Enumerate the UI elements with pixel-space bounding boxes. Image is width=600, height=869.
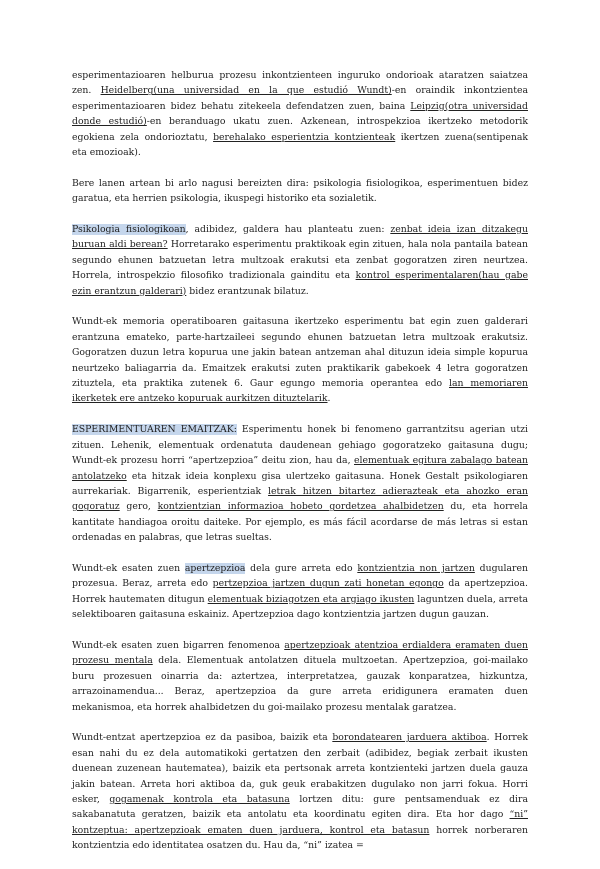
text-segment: Bere lanen artean bi arlo nagusi bereizten dira: psikologia fisiologikoa, esperimentuen bidez garatua, eta herrien psikologia, ikuspegi historiko eta sozialetik. xyxy=(72,177,528,205)
highlighted-text: ESPERIMENTUAREN EMAITZAK: xyxy=(72,424,237,436)
underlined-text: letrak hitzen bitartez adierazteak eta ahozko eran gogoratuz xyxy=(72,485,528,513)
paragraph-working-memory-experiment xyxy=(72,314,528,406)
paragraph-heidelberg-leipzig xyxy=(72,68,528,160)
underlined-text: kontzientzia non jartzen xyxy=(357,562,475,574)
underlined-text: gogamenak kontrola eta batasuna xyxy=(109,793,290,805)
text-segment: Wundt-ek esaten zuen xyxy=(72,562,185,574)
paragraph-two-areas xyxy=(72,176,528,207)
paragraph-apperception-definition xyxy=(72,561,528,623)
text-segment: -en oraindik inkontzientea esperimentazioaren bidez behatu zitekeela defendatzen zuen, baina xyxy=(72,85,528,112)
underlined-text: lan memoriaren ikerketek ere antzeko kopuruak aurkitzen dituztelarik xyxy=(72,378,528,405)
underlined-text: kontrol esperimentalaren(hau gabe ezin erantzun galderari) xyxy=(72,270,528,297)
document-page xyxy=(72,68,528,869)
paragraph-physiological-psychology xyxy=(72,222,528,299)
text-segment: Wundt-ek esaten zuen bigarren fenomenoa xyxy=(72,639,285,651)
text-segment: dela gure arreta edo xyxy=(245,562,358,574)
underlined-text: Heidelberg(una universidad en la que estudió Wundt) xyxy=(100,85,392,97)
underlined-text: elementuak egitura zabalago batean antolatzeko xyxy=(72,455,528,482)
text-segment: horrek norberaren kontzientzia edo identitatea osatzen du. Hau da, “ni” izatea = xyxy=(72,824,529,852)
paragraph-second-phenomenon xyxy=(72,638,528,715)
underlined-text: kontzientzian informazioa hobeto gordetzea ahalbidetzen xyxy=(157,501,444,513)
underlined-text: Leipzig(otra universidad donde estudió) xyxy=(72,100,528,128)
text-segment: -en beranduago ukatu zuen. Azkenean, introspekzioa ikertzeko metodorik egokiena zela ondorioztatu, xyxy=(72,116,528,143)
text-segment: eta hitzak ideia konplexu gisa ulertzeko gaitasuna. Honek Gestalt psikologiaren aurrekariak. Bigarrenik, esperientziak xyxy=(72,470,528,497)
text-segment: gero, xyxy=(119,501,158,513)
text-segment: ikertzen zuena(sentipenak eta emozioak). xyxy=(72,131,528,159)
text-segment: . Horrek esan nahi du ez dela automatikoki gertatzen den zerbait (adibidez, begiak zerbait ikusten duenean zuzenean hautematea), baizik eta pertsonak arreta kontzienteki jartzen duela gauza jakin batean. Arreta hori aktiboa da, guk geuk erabakitzen dugulako non jarri fokua. Horri esker, xyxy=(72,732,528,805)
text-segment: bidez erantzunak bilatuz. xyxy=(186,285,309,297)
text-segment: , adibidez, galdera hau planteatu zuen: xyxy=(185,224,391,236)
text-segment: dugularen prozesua. Beraz, arreta edo xyxy=(72,562,528,590)
underlined-text: “ni” kontzeptua: apertzepzioak ematen duen jarduera, kontrol eta batasun xyxy=(72,809,528,836)
text-segment: Wundt-entzat apertzepzioa ez da pasiboa, baizik eta xyxy=(72,732,333,744)
highlighted-text: apertzepzioa xyxy=(184,562,246,574)
underlined-text: borondatearen jarduera aktiboa xyxy=(332,732,487,744)
underlined-text: zenbat ideia izan ditzakegu buruan aldi berean? xyxy=(72,224,528,251)
text-segment: Wundt-ek memoria operatiboaren gaitasuna ikertzeko esperimentu bat egin zuen galderari erantzuna emateko, parte-hartzaileei segundo ehunen batzuetan letra multzoak erakutsiz. Gogoratzen duzun letra kopurua une jakin batean antzeman ahal dituzun ideia simple kopurua neurtzeko baliagarria da. Emaitzek erakutsi zuten praktikarik gabekoek 4 letra gogoratzen zituztela, eta praktika zutenek 6. Gaur egungo memoria operantea edo xyxy=(72,316,528,390)
text-segment: dela. Elementuak antolatzen dituela multzoetan. Apertzepzioa, goi-mailako buru prozesuen oinarria da: aztertzea, interpretatzea, gauzak konparatzea, hizkuntza, arrazoinamendua... Beraz, apertzepzioa da gure arreta eridigunera eramaten duen mekanismoa, eta horrek ahalbidetzen du goi-mailako prozesu mentalak garatzea. xyxy=(72,655,528,713)
paragraph-active-apperception xyxy=(72,730,528,853)
text-segment: Esperimentu honek bi fenomeno garrantzitsu agerian utzi zituen. Lehenik, elementuak ordenatuta daudenean gehiago gogoratzeko gaitasuna dugu; Wundt-ek prozesu horri “apertzepzioa” deitu zion, hau da, xyxy=(72,424,529,467)
paragraph-experiment-results xyxy=(72,422,528,545)
text-segment: laguntzen duela, arreta selektiboaren gaitasuna eskainiz. Apertzepzioa dago kontzientzia jartzen dugun gauzan. xyxy=(72,593,528,621)
underlined-text: berehalako esperientzia kontzienteak xyxy=(213,131,396,143)
text-segment: . xyxy=(327,393,331,405)
text-segment: Horretarako esperimentu praktikoak egin zituen, hala nola pantaila batean segundo ehunen batzuetan letra multzoak erakutsi eta zenbat gogoratzen ziren neurtzea. Horrela, introspekzio filosofiko tradizionala gainditu eta xyxy=(72,239,528,282)
underlined-text: apertzepzioak atentzioa erdialdera eramaten duen prozesu mentala xyxy=(72,639,528,667)
highlighted-text: Psikologia fisiologikoan xyxy=(72,224,186,236)
underlined-text: elementuak biziagotzen eta argiago ikusten xyxy=(207,593,415,605)
text-segment: da apertzepzioa. Horrek hautematen ditugun xyxy=(72,578,528,605)
underlined-text: pertzepzioa jartzen dugun zati honetan egongo xyxy=(212,578,444,590)
text-segment: esperimentazioaren helburua prozesu inkontzienteen inguruko ondorioak ataratzen saiatzea zen. xyxy=(72,70,528,97)
text-segment: lortzen ditu: gure pentsamenduak ez dira sakabanatuta geratzen, baizik eta antolatu eta koordinatu egiten dira. Eta hor dago xyxy=(72,793,528,821)
text-segment: du, eta horrela kantitate handiagoa oroitu daiteke. Por ejemplo, es más fácil acordarse de más letras si estan ordenadas en palabras, que letras sueltas. xyxy=(72,501,528,544)
